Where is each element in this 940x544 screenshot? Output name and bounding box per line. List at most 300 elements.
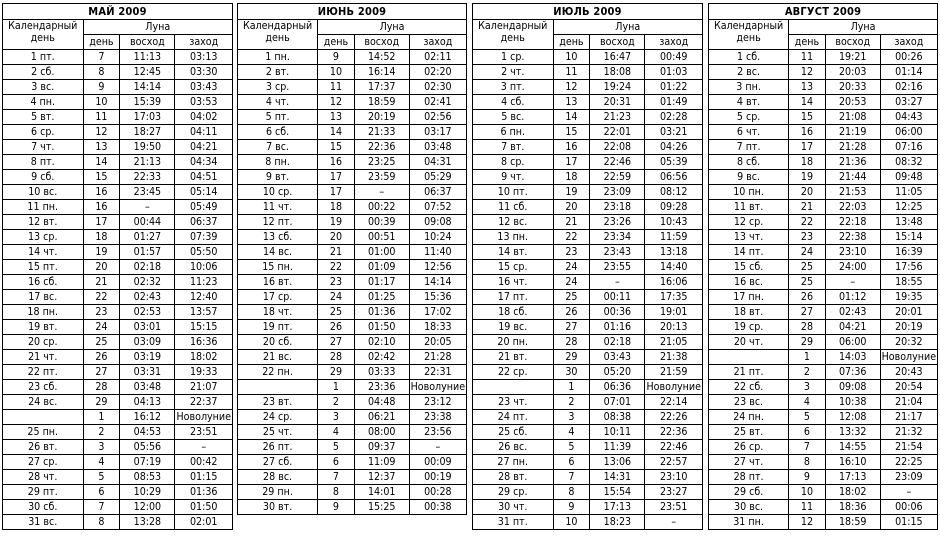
- table-row: [473, 305, 703, 320]
- moon-day-cell: 25: [789, 275, 826, 290]
- month-panel-july: [472, 3, 703, 530]
- moon-day-cell: 17: [789, 140, 826, 155]
- table-row: [3, 440, 233, 455]
- calendar-day-cell: 11 пн.: [3, 200, 84, 215]
- moon-day-cell: 20: [318, 230, 355, 245]
- month-table: [708, 3, 938, 530]
- moonrise-cell: 10:38: [825, 395, 880, 410]
- table-row: [709, 305, 938, 320]
- moon-day-cell: 14: [553, 110, 590, 125]
- table-row: [238, 170, 467, 185]
- moonrise-cell: 04:13: [120, 395, 175, 410]
- calendar-day-cell: 29 сб.: [709, 485, 789, 500]
- table-row: [473, 440, 703, 455]
- calendar-day-cell: 23 вс.: [709, 395, 789, 410]
- moon-day-cell: 21: [318, 245, 355, 260]
- moon-day-cell: 9: [83, 80, 120, 95]
- moonrise-cell: 20:31: [590, 95, 645, 110]
- moon-day-cell: 9: [553, 500, 590, 515]
- table-row: [473, 200, 703, 215]
- moonrise-cell: 06:00: [825, 335, 880, 350]
- table-row: [473, 290, 703, 305]
- moonrise-cell: 14:31: [590, 470, 645, 485]
- calendar-day-cell: 23 чт.: [473, 395, 554, 410]
- calendar-day-cell: 13 сб.: [238, 230, 318, 245]
- moonset-cell: 03:30: [175, 65, 233, 80]
- moonrise-cell: 00:22: [354, 200, 409, 215]
- moonrise-cell: 02:53: [120, 305, 175, 320]
- month-title: ИЮЛЬ 2009: [473, 4, 703, 20]
- table-row: [473, 365, 703, 380]
- calendar-day-cell: 27 сб.: [238, 455, 318, 470]
- moonset-cell: 01:15: [175, 470, 233, 485]
- calendar-day-cell: 12 вт.: [3, 215, 84, 230]
- table-row: [473, 215, 703, 230]
- moonset-cell: 18:33: [409, 320, 466, 335]
- moonrise-cell: 20:53: [825, 95, 880, 110]
- moonset-cell: 21:32: [880, 425, 937, 440]
- moon-day-cell: 28: [318, 350, 355, 365]
- calendar-day-cell: 15 ср.: [473, 260, 554, 275]
- moonset-cell: 20:32: [880, 335, 937, 350]
- moonrise-cell: 17:37: [354, 80, 409, 95]
- month-title-row: [473, 4, 703, 20]
- moonset-cell: 20:54: [880, 380, 937, 395]
- moonset-cell: 11:40: [409, 245, 466, 260]
- moonset-cell: 03:27: [880, 95, 937, 110]
- calendar-day-cell: 31 вс.: [3, 515, 84, 530]
- month-title: ИЮНЬ 2009: [238, 4, 467, 20]
- moonset-cell: 06:37: [175, 215, 233, 230]
- month-title-row: [238, 4, 467, 20]
- calendar-day-cell: 6 пн.: [473, 125, 554, 140]
- calendar-day-cell: 25 вт.: [709, 425, 789, 440]
- calendar-day-cell: 21 чт.: [3, 350, 84, 365]
- moonset-cell: 05:49: [175, 200, 233, 215]
- calendar-day-cell: 27 ср.: [3, 455, 84, 470]
- moonrise-cell: 13:28: [120, 515, 175, 530]
- moon-day-cell: 24: [553, 260, 590, 275]
- calendar-day-cell: 9 вт.: [238, 170, 318, 185]
- moonset-cell: 22:25: [880, 455, 937, 470]
- moon-day-cell: 14: [318, 125, 355, 140]
- moon-day-cell: 25: [789, 260, 826, 275]
- calendar-day-header: [473, 20, 554, 50]
- moonset-cell: 09:08: [409, 215, 466, 230]
- moonset-cell: 04:21: [175, 140, 233, 155]
- table-row: [3, 260, 233, 275]
- moonset-cell: 13:18: [645, 245, 703, 260]
- moonrise-cell: 22:33: [120, 170, 175, 185]
- moonrise-cell: 23:26: [590, 215, 645, 230]
- moonrise-cell: 14:01: [354, 485, 409, 500]
- moon-day-cell: 11: [553, 65, 590, 80]
- moonset-cell: 21:38: [645, 350, 703, 365]
- table-row: [238, 275, 467, 290]
- table-row: [3, 230, 233, 245]
- moonrise-cell: 01:27: [120, 230, 175, 245]
- table-row: [473, 260, 703, 275]
- calendar-day-cell: 22 сб.: [709, 380, 789, 395]
- moonset-cell: 23:51: [645, 500, 703, 515]
- calendar-day-cell: 25 пн.: [3, 425, 84, 440]
- table-row: [238, 305, 467, 320]
- table-row: [3, 395, 233, 410]
- moonset-cell: 02:30: [409, 80, 466, 95]
- moonrise-cell: 15:25: [354, 500, 409, 515]
- moonrise-cell: 23:34: [590, 230, 645, 245]
- moon-header: Луна: [318, 20, 467, 35]
- table-row: [238, 80, 467, 95]
- moonrise-cell: 17:13: [825, 470, 880, 485]
- moonset-cell: 22:57: [645, 455, 703, 470]
- month-title-row: [709, 4, 938, 20]
- table-row: [473, 350, 703, 365]
- moon-day-cell: 24: [318, 290, 355, 305]
- calendar-day-cell: 10 ср.: [238, 185, 318, 200]
- calendar-day-header: [709, 20, 789, 50]
- moon-day-cell: 8: [83, 65, 120, 80]
- moonset-cell: 17:02: [409, 305, 466, 320]
- moonset-cell: 11:59: [645, 230, 703, 245]
- calendar-day-cell: 1 сб.: [709, 50, 789, 65]
- table-row: [3, 80, 233, 95]
- moonrise-cell: 01:57: [120, 245, 175, 260]
- moonrise-cell: 09:08: [825, 380, 880, 395]
- table-row: [709, 275, 938, 290]
- moonrise-cell: 24:00: [825, 260, 880, 275]
- moonset-cell: Новолуние: [176, 410, 231, 423]
- table-row: [3, 410, 233, 425]
- moonset-cell: 07:16: [880, 140, 937, 155]
- header-row: [473, 20, 703, 35]
- table-row: [473, 65, 703, 80]
- moonset-cell: 22:37: [175, 395, 233, 410]
- calendar-day-cell: 29 пт.: [3, 485, 84, 500]
- table-row: [473, 50, 703, 65]
- moon-day-cell: 5: [83, 470, 120, 485]
- calendar-day-cell: 1 пн.: [238, 50, 318, 65]
- calendar-day-cell: 20 сб.: [238, 335, 318, 350]
- moonrise-cell: 04:21: [825, 320, 880, 335]
- table-row: [3, 275, 233, 290]
- calendar-day-cell: 16 вс.: [709, 275, 789, 290]
- moon-day-cell: 7: [318, 470, 355, 485]
- calendar-day-header-line: Календарный: [478, 20, 548, 32]
- table-row: [709, 500, 938, 515]
- calendar-day-cell: 17 вс.: [3, 290, 84, 305]
- calendar-day-header-line: день: [265, 32, 290, 44]
- table-row: [709, 215, 938, 230]
- moonrise-cell: 07:01: [590, 395, 645, 410]
- calendar-day-cell: 17 пт.: [473, 290, 554, 305]
- table-row: [709, 170, 938, 185]
- moonrise-cell: 15:54: [590, 485, 645, 500]
- moonset-cell: 20:19: [880, 320, 937, 335]
- table-row: [3, 320, 233, 335]
- table-row: [709, 425, 938, 440]
- moonset-cell: 00:49: [645, 50, 703, 65]
- table-row: [473, 455, 703, 470]
- month-table: [472, 3, 703, 530]
- moonset-cell: 21:04: [880, 395, 937, 410]
- moon-day-cell: 16: [318, 155, 355, 170]
- table-row: [473, 185, 703, 200]
- table-row: [473, 155, 703, 170]
- month-title: АВГУСТ 2009: [709, 4, 938, 20]
- table-row: [3, 200, 233, 215]
- calendar-day-cell: 4 пн.: [3, 95, 84, 110]
- calendar-day-header: [238, 20, 318, 50]
- calendar-day-cell: 11 сб.: [473, 200, 554, 215]
- moonrise-cell: 01:17: [354, 275, 409, 290]
- table-row: [3, 50, 233, 65]
- table-row: [238, 185, 467, 200]
- moon-day-cell: 26: [318, 320, 355, 335]
- moonrise-cell: 10:29: [120, 485, 175, 500]
- table-row: [3, 515, 233, 530]
- table-row: [3, 305, 233, 320]
- moonrise-cell: 21:28: [825, 140, 880, 155]
- calendar-day-cell: 29 ср.: [473, 485, 554, 500]
- moonrise-cell: 18:59: [825, 515, 880, 530]
- moonrise-cell: 13:06: [590, 455, 645, 470]
- moonset-cell: 17:56: [880, 260, 937, 275]
- calendar-day-cell: 21 вс.: [238, 350, 318, 365]
- table-row: [473, 95, 703, 110]
- calendar-day-cell: 14 вт.: [473, 245, 554, 260]
- table-row: [709, 410, 938, 425]
- moonset-cell: 09:28: [645, 200, 703, 215]
- calendar-day-cell: 1 пт.: [3, 50, 84, 65]
- table-row: [473, 395, 703, 410]
- moon-day-cell: 21: [83, 275, 120, 290]
- calendar-day-cell: 19 вт.: [3, 320, 84, 335]
- moonrise-cell: 06:21: [354, 410, 409, 425]
- table-row: [238, 500, 467, 515]
- calendar-day-cell: [473, 380, 554, 395]
- calendar-day-cell: 9 сб.: [3, 170, 84, 185]
- calendar-day-cell: 22 ср.: [473, 365, 554, 380]
- table-row: [238, 50, 467, 65]
- table-row: [3, 170, 233, 185]
- moonrise-cell: 00:51: [354, 230, 409, 245]
- moonset-cell: 14:14: [409, 275, 466, 290]
- calendar-day-cell: 13 пн.: [473, 230, 554, 245]
- moon-day-cell: 29: [83, 395, 120, 410]
- moonrise-header: восход: [825, 35, 880, 50]
- table-row: [3, 245, 233, 260]
- moonrise-cell: 03:31: [120, 365, 175, 380]
- moonrise-cell: 14:52: [354, 50, 409, 65]
- table-row: [3, 290, 233, 305]
- moon-day-cell: 20: [789, 185, 826, 200]
- table-row: [709, 65, 938, 80]
- calendar-day-cell: 21 вт.: [473, 350, 554, 365]
- moonset-cell: Новолуние: [881, 350, 937, 363]
- moonset-cell: 13:48: [880, 215, 937, 230]
- moonrise-cell: 05:56: [120, 440, 175, 455]
- moonrise-cell: 06:36: [590, 380, 645, 395]
- moon-day-cell: 8: [318, 485, 355, 500]
- table-row: [238, 425, 467, 440]
- calendar-day-cell: 15 сб.: [709, 260, 789, 275]
- moon-day-cell: 12: [789, 515, 826, 530]
- moon-day-cell: 11: [789, 50, 826, 65]
- table-row: [709, 140, 938, 155]
- moonrise-cell: 02:32: [120, 275, 175, 290]
- moonset-cell: 22:31: [409, 365, 466, 380]
- moon-day-cell: 13: [789, 80, 826, 95]
- moonset-cell: 16:39: [880, 245, 937, 260]
- moonrise-cell: 11:39: [590, 440, 645, 455]
- moonrise-cell: 21:19: [825, 125, 880, 140]
- moonset-cell: 16:06: [645, 275, 703, 290]
- month-table: [2, 3, 233, 530]
- moonrise-cell: 21:08: [825, 110, 880, 125]
- calendar-day-cell: 19 вс.: [473, 320, 554, 335]
- moonrise-cell: 22:08: [590, 140, 645, 155]
- table-row: [709, 455, 938, 470]
- moon-day-cell: 1: [318, 380, 355, 395]
- calendar-day-header-line: день: [30, 32, 55, 44]
- calendar-day-cell: 10 пт.: [473, 185, 554, 200]
- table-row: [3, 380, 233, 395]
- moonset-cell: 12:40: [175, 290, 233, 305]
- moonset-cell: 00:38: [409, 500, 466, 515]
- moonrise-cell: 18:08: [590, 65, 645, 80]
- table-row: [473, 425, 703, 440]
- moon-day-cell: 18: [553, 170, 590, 185]
- calendar-day-cell: 17 ср.: [238, 290, 318, 305]
- moonset-cell: 02:01: [175, 515, 233, 530]
- calendar-day-cell: [238, 380, 318, 395]
- calendar-day-cell: 4 сб.: [473, 95, 554, 110]
- moonset-cell: 23:27: [645, 485, 703, 500]
- moonset-cell: 03:17: [409, 125, 466, 140]
- table-row: [238, 365, 467, 380]
- calendar-day-cell: 20 ср.: [3, 335, 84, 350]
- moonrise-cell: 16:14: [354, 65, 409, 80]
- calendar-day-cell: 16 сб.: [3, 275, 84, 290]
- calendar-day-cell: 16 вт.: [238, 275, 318, 290]
- moonset-cell: 04:43: [880, 110, 937, 125]
- moonrise-cell: 18:59: [354, 95, 409, 110]
- table-row: [238, 65, 467, 80]
- moonset-header: заход: [175, 35, 233, 50]
- moon-day-cell: 1: [553, 380, 590, 395]
- moonset-cell: 07:39: [175, 230, 233, 245]
- moonset-cell: 02:20: [409, 65, 466, 80]
- moonrise-cell: 07:36: [825, 365, 880, 380]
- moonset-cell: 23:51: [175, 425, 233, 440]
- calendar-day-cell: 17 пн.: [709, 290, 789, 305]
- moon-header: Луна: [553, 20, 703, 35]
- moonset-cell: 05:14: [175, 185, 233, 200]
- moon-day-cell: 22: [318, 260, 355, 275]
- table-row: [709, 485, 938, 500]
- moonset-cell: 05:39: [645, 155, 703, 170]
- moonset-cell: 00:06: [880, 500, 937, 515]
- calendar-day-header-line: Календарный: [8, 20, 78, 32]
- calendar-day-cell: 5 пт.: [238, 110, 318, 125]
- moonset-cell: 10:06: [175, 260, 233, 275]
- moon-day-cell: 17: [318, 185, 355, 200]
- moonrise-cell: 00:44: [120, 215, 175, 230]
- moonset-cell: 04:26: [645, 140, 703, 155]
- moon-day-cell: 22: [789, 215, 826, 230]
- moonset-cell: 01:15: [880, 515, 937, 530]
- moonrise-cell: 20:33: [825, 80, 880, 95]
- moon-day-cell: 9: [318, 500, 355, 515]
- moon-day-cell: 4: [789, 395, 826, 410]
- table-row: [473, 335, 703, 350]
- moonset-cell: 03:48: [409, 140, 466, 155]
- table-row: [3, 185, 233, 200]
- moon-day-header: день: [83, 35, 120, 50]
- calendar-day-cell: 30 вт.: [238, 500, 318, 515]
- moonrise-cell: 00:11: [590, 290, 645, 305]
- table-row: [238, 155, 467, 170]
- moonrise-cell: 03:43: [590, 350, 645, 365]
- moon-day-cell: 26: [789, 290, 826, 305]
- moon-day-cell: 24: [553, 275, 590, 290]
- calendar-day-cell: 25 чт.: [238, 425, 318, 440]
- moon-day-cell: 14: [83, 155, 120, 170]
- moonset-cell: 06:56: [645, 170, 703, 185]
- moon-day-cell: 30: [553, 365, 590, 380]
- moon-day-cell: 27: [553, 320, 590, 335]
- table-row: [709, 470, 938, 485]
- moonrise-cell: 01:00: [354, 245, 409, 260]
- table-row: [3, 455, 233, 470]
- moon-day-cell: 27: [318, 335, 355, 350]
- moonrise-cell: 02:43: [120, 290, 175, 305]
- calendar-day-cell: 3 вс.: [3, 80, 84, 95]
- calendar-day-cell: 11 вт.: [709, 200, 789, 215]
- moon-day-cell: 6: [318, 455, 355, 470]
- table-row: [473, 140, 703, 155]
- calendar-day-cell: 3 пт.: [473, 80, 554, 95]
- table-row: [3, 215, 233, 230]
- moonrise-cell: 14:14: [120, 80, 175, 95]
- moon-day-cell: 1: [83, 410, 120, 425]
- table-row: [238, 110, 467, 125]
- table-row: [3, 65, 233, 80]
- calendar-day-header-line: Календарный: [242, 20, 313, 32]
- moon-day-cell: 13: [318, 110, 355, 125]
- moonrise-cell: 12:08: [825, 410, 880, 425]
- moonset-cell: 06:37: [409, 185, 466, 200]
- table-row: [473, 515, 703, 530]
- moonrise-cell: 08:00: [354, 425, 409, 440]
- calendar-day-cell: 12 ср.: [709, 215, 789, 230]
- moonrise-cell: 02:42: [354, 350, 409, 365]
- moonset-cell: 11:23: [175, 275, 233, 290]
- moonrise-cell: 20:19: [354, 110, 409, 125]
- moonrise-cell: 18:27: [120, 125, 175, 140]
- calendar-day-cell: 30 чт.: [473, 500, 554, 515]
- moonrise-cell: 23:43: [590, 245, 645, 260]
- moonrise-cell: 19:50: [120, 140, 175, 155]
- moonset-cell: 22:46: [645, 440, 703, 455]
- moonset-cell: 05:29: [409, 170, 466, 185]
- moonrise-cell: 00:36: [590, 305, 645, 320]
- moon-day-cell: 25: [318, 305, 355, 320]
- moonrise-cell: 17:03: [120, 110, 175, 125]
- moon-day-cell: 16: [83, 185, 120, 200]
- calendar-day-cell: 8 сб.: [709, 155, 789, 170]
